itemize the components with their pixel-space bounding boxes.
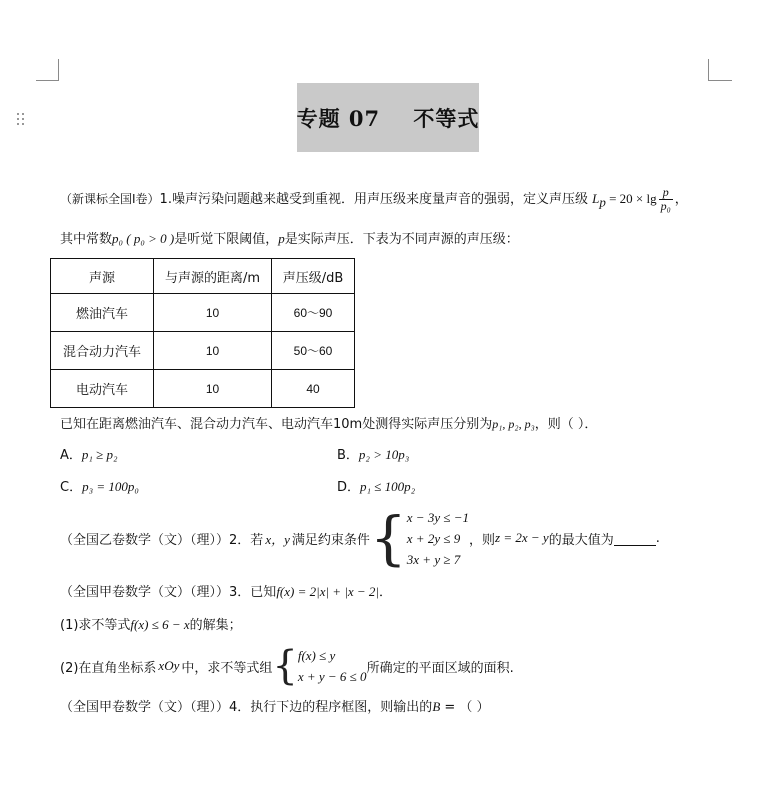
q1-option-c [60, 477, 139, 498]
q1-formula-den: p₀ [660, 199, 671, 213]
q2-text-a: 若 [250, 532, 264, 548]
q1-formula-tail: ， [674, 192, 688, 207]
table-cell: 混合动力汽车 [51, 332, 154, 370]
left-brace-icon: { [369, 504, 407, 572]
q1-formula-lhs: L [592, 191, 600, 206]
q3-part1 [60, 615, 242, 636]
q1-line2-b: 是听觉下限阈值， [174, 232, 279, 247]
q3-text-a: 已知 [250, 585, 277, 600]
q1-line2-c: 是实际声压．下表为不同声源的声压级： [284, 232, 519, 247]
table-row [51, 294, 355, 332]
option-label: A． [60, 448, 82, 463]
option-expr: p₁ ≤ 100p₂ [360, 479, 416, 494]
crop-mark-top-left-horizontal [36, 80, 59, 81]
left-brace-icon: { [272, 643, 298, 689]
q2-constraint: x − 3y ≤ −1 [406, 509, 470, 525]
q1-option-b [337, 445, 409, 466]
q2-constraint: 3x + y ≥ 7 [406, 551, 461, 567]
q3-part1-a: (1)求不等式 [60, 618, 131, 633]
q2-text-b: 满足约束条件 [291, 532, 370, 548]
q3-constraint: x + y − 6 ≤ 0 [297, 669, 367, 684]
q1-after-table-a: 已知在距离燃油汽车、混合动力汽车、电动汽车10m处测得实际声压分别为 [60, 417, 493, 432]
q2-text-d: 的最大值为 [548, 532, 614, 548]
option-label: D． [337, 480, 361, 495]
q4-source: （全国甲卷数学（文）（理）） [60, 700, 230, 715]
q2-constraint: x + 2y ≤ 9 [406, 530, 461, 546]
q2-answer-blank [614, 531, 656, 546]
q1-source: （新课标全国Ⅰ卷） [60, 192, 160, 206]
table-cell: 燃油汽车 [51, 294, 154, 332]
crop-mark-top-right-vertical [708, 59, 709, 81]
q3-constraint-system [272, 644, 366, 688]
table-cell: 60～90 [272, 294, 355, 332]
q1-after-table-vars: p₁, p₂, p₃ [492, 417, 535, 431]
q1-after-table [60, 414, 597, 435]
q3-part1-b: 的解集； [189, 618, 242, 633]
title-box [297, 83, 479, 152]
option-expr: p₃ = 100p₀ [82, 479, 139, 494]
q4-text-end: = （ ） [440, 700, 490, 715]
crop-mark-top-right-horizontal [708, 80, 732, 81]
q2-source: （全国乙卷数学（文）（理）） [60, 532, 230, 548]
table-row [51, 332, 355, 370]
q2-expr: z = 2x − y [495, 530, 549, 545]
q4-line [60, 697, 490, 718]
table-header-row [51, 259, 355, 294]
option-expr: p₂ > 10p₃ [358, 447, 410, 462]
q3-text-end: ． [379, 585, 393, 600]
q3-part2-sys: xOy [158, 658, 180, 673]
q3-part1-expr: f(x) ≤ 6 − x [130, 617, 190, 632]
q1-formula-fraction [659, 186, 673, 213]
option-expr: p₁ ≥ p₂ [81, 447, 118, 462]
sound-source-table [50, 258, 355, 408]
q3-source: （全国甲卷数学（文）（理）） [60, 585, 230, 600]
q2-constraint-system [369, 504, 470, 572]
q4-text: 执行下边的程序框图，则输出的 [250, 700, 433, 715]
q4-number: 4． [229, 700, 251, 715]
q3-part2 [60, 644, 514, 688]
option-label: C． [60, 480, 83, 495]
q1-formula-sub: p [599, 194, 606, 210]
drag-handle-icon[interactable] [17, 113, 27, 129]
q2-text-end: . [655, 530, 660, 546]
table-cell: 40 [272, 370, 355, 408]
q1-after-table-b: ，则（ ）． [534, 417, 598, 432]
q1-text: 噪声污染问题越来越受到重视．用声压级来度量声音的强弱，定义声压级 [171, 192, 588, 207]
table-header-cell: 声压级/dB [272, 259, 355, 294]
q2-vars: x，y [265, 531, 290, 547]
q2-constraint-rows [407, 507, 469, 570]
table-cell: 10 [154, 370, 272, 408]
q3-constraint-rows [298, 645, 367, 687]
q1-option-d [337, 477, 415, 498]
q1-line2 [60, 229, 519, 250]
q1-option-a [60, 445, 118, 466]
table-cell: 电动汽车 [51, 370, 154, 408]
q3-part2-c: 所确定的平面区域的面积. [366, 660, 514, 676]
q2-text-c: ，则 [469, 532, 496, 548]
table-cell: 10 [154, 332, 272, 370]
q4-var: B [432, 699, 441, 714]
q1-line2-a: 其中常数 [60, 232, 113, 247]
q3-constraint: f(x) ≤ y [297, 648, 336, 663]
q3-number: 3． [229, 585, 251, 600]
q2-number: 2． [229, 532, 251, 548]
q1-line2-p: p [278, 231, 285, 246]
q2-line [60, 505, 660, 571]
q3-line [60, 582, 392, 603]
crop-mark-top-left-vertical [58, 59, 59, 81]
q3-func: f(x) = 2|x| + |x − 2| [276, 584, 380, 599]
q1-line1 [60, 186, 688, 213]
q1-formula-num: p [662, 185, 669, 199]
table-row [51, 370, 355, 408]
q1-line2-p0: p₀ ( p₀ > 0 ) [112, 231, 175, 246]
table-cell: 50～60 [272, 332, 355, 370]
table-cell: 10 [154, 294, 272, 332]
q1-formula-mid: = 20 × lg [605, 191, 657, 206]
q1-number: 1. [159, 192, 172, 207]
page-title: 专题 07 不等式 [296, 105, 480, 131]
option-label: B． [337, 448, 359, 463]
q3-part2-b: 中，求不等式组 [181, 660, 273, 676]
q3-part2-a: (2)在直角坐标系 [60, 660, 157, 676]
table-header-cell: 声源 [51, 259, 154, 294]
table-header-cell: 与声源的距离/m [154, 259, 272, 294]
